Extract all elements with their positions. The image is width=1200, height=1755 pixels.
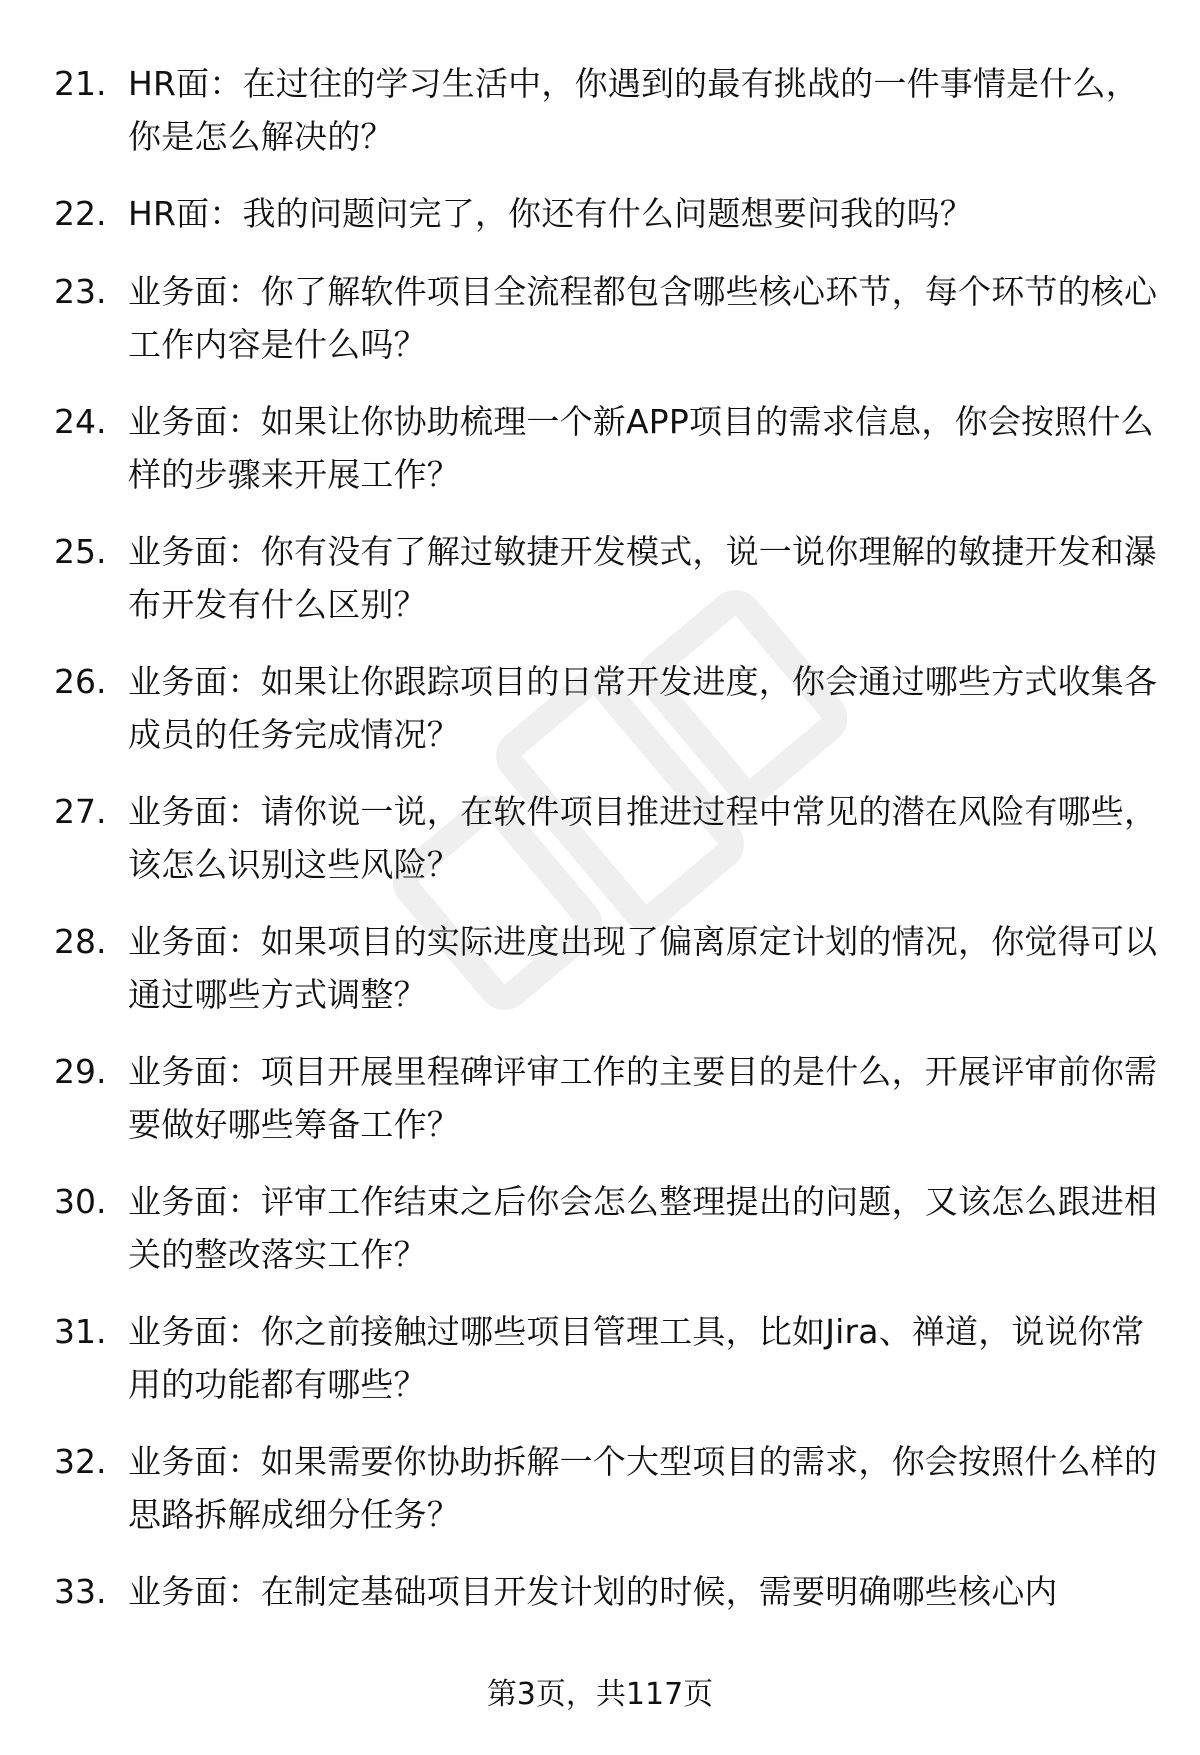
- list-item: [0, 1175, 1200, 1305]
- question-number: 30.: [54, 1182, 107, 1221]
- question-text: 业务面：如果让你跟踪项目的日常开发进度，你会通过哪些方式收集各成员的任务完成情况？: [128, 662, 1158, 754]
- question-text: 业务面：请你说一说，在软件项目推进过程中常见的潜在风险有哪些，该怎么识别这些风险？: [128, 792, 1158, 884]
- question-number: 22.: [54, 194, 107, 233]
- question-number: 25.: [54, 532, 107, 571]
- question-text: HR面：我的问题问完了，你还有什么问题想要问我的吗？: [128, 194, 973, 233]
- question-number: 23.: [54, 272, 107, 311]
- question-text: 业务面：如果让你协助梳理一个新APP项目的需求信息，你会按照什么样的步骤来开展工作？: [128, 402, 1154, 494]
- list-item: [0, 1045, 1200, 1175]
- page-footer: 第3页，共117页: [486, 1677, 714, 1712]
- question-text: 业务面：你之前接触过哪些项目管理工具，比如Jira、禅道，说说你常用的功能都有哪些？: [128, 1312, 1145, 1404]
- question-number: 21.: [54, 64, 107, 103]
- list-item: [0, 655, 1200, 785]
- list-item: [0, 1305, 1200, 1435]
- list-item: [0, 525, 1200, 655]
- question-number: 33.: [54, 1572, 107, 1611]
- list-item: [0, 1565, 1200, 1625]
- list-item: [0, 915, 1200, 1045]
- question-number: 26.: [54, 662, 107, 701]
- list-item: [0, 1435, 1200, 1565]
- question-number: 29.: [54, 1052, 107, 1091]
- question-number: 31.: [54, 1312, 107, 1351]
- list-item: [0, 187, 1200, 265]
- question-text: 业务面：如果需要你协助拆解一个大型项目的需求，你会按照什么样的思路拆解成细分任务？: [128, 1442, 1158, 1534]
- list-item: [0, 785, 1200, 915]
- question-text: 业务面：如果项目的实际进度出现了偏离原定计划的情况，你觉得可以通过哪些方式调整？: [128, 922, 1158, 1014]
- question-text: 业务面：项目开展里程碑评审工作的主要目的是什么，开展评审前你需要做好哪些筹备工作？: [128, 1052, 1158, 1144]
- question-text: 业务面：你了解软件项目全流程都包含哪些核心环节，每个环节的核心工作内容是什么吗？: [128, 272, 1158, 364]
- list-item: [0, 395, 1200, 525]
- question-text: 业务面：评审工作结束之后你会怎么整理提出的问题，又该怎么跟进相关的整改落实工作？: [128, 1182, 1158, 1274]
- question-number: 28.: [54, 922, 107, 961]
- list-item: [0, 265, 1200, 395]
- question-text: 业务面：你有没有了解过敏捷开发模式，说一说你理解的敏捷开发和瀑布开发有什么区别？: [128, 532, 1158, 624]
- question-text: 业务面：在制定基础项目开发计划的时候，需要明确哪些核心内: [128, 1572, 1058, 1611]
- question-list: [0, 57, 1200, 1625]
- question-number: 27.: [54, 792, 107, 831]
- question-number: 24.: [54, 402, 107, 441]
- list-item: [0, 57, 1200, 187]
- question-number: 32.: [54, 1442, 107, 1481]
- question-text: HR面：在过往的学习生活中，你遇到的最有挑战的一件事情是什么，你是怎么解决的？: [128, 64, 1139, 156]
